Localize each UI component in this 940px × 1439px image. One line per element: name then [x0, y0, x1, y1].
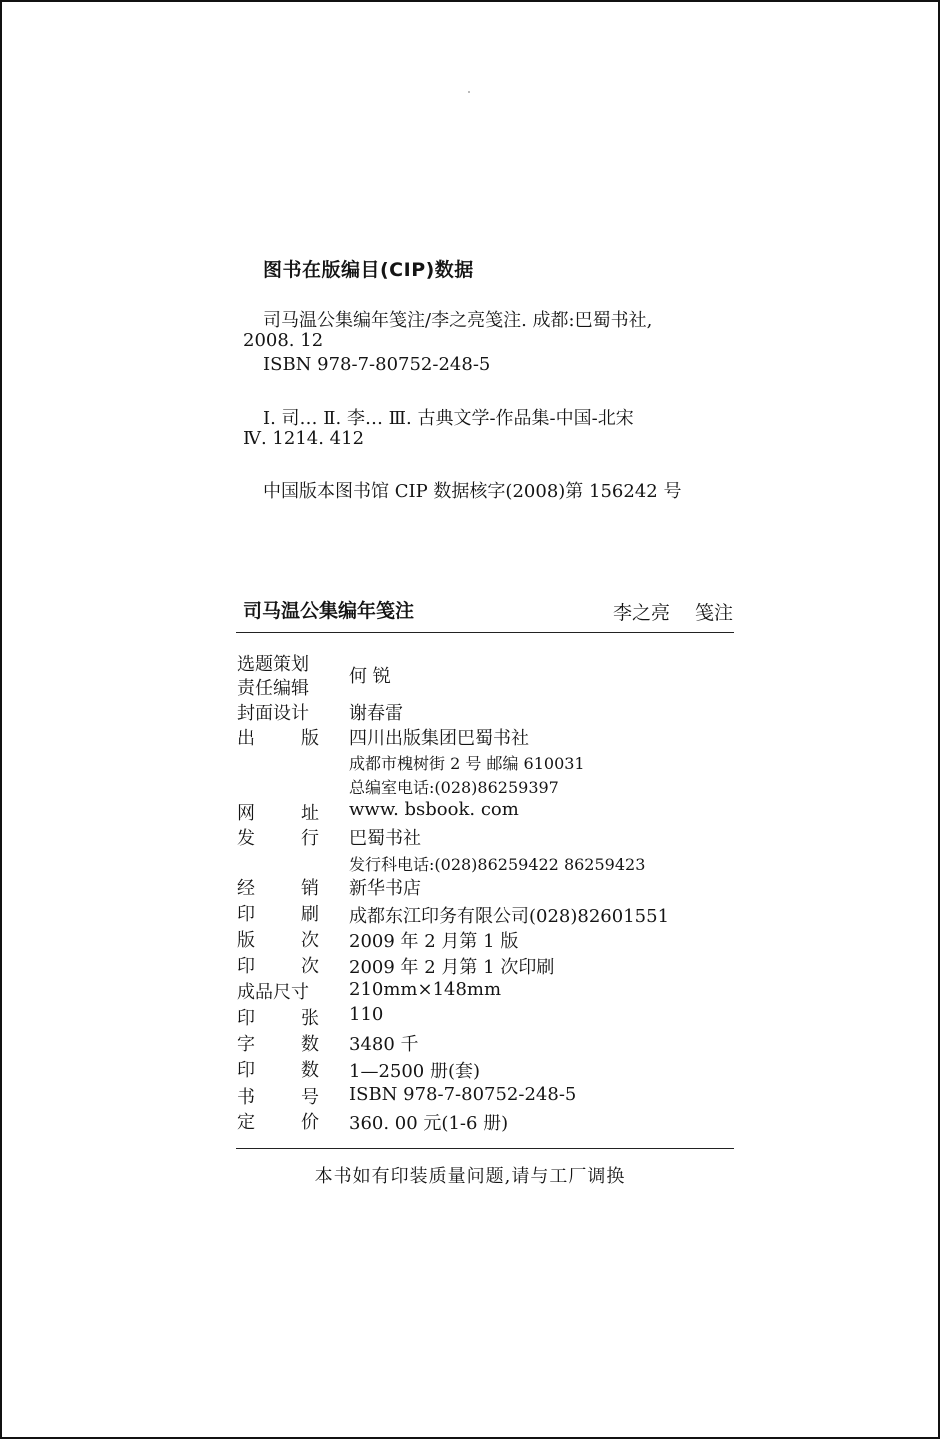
isbn-label-b: 号 [301, 1087, 319, 1108]
sheets-label-b: 张 [301, 1008, 319, 1029]
quality-notice: 本书如有印装质量问题,请与工厂调换 [314, 1166, 626, 1187]
publisher-label-b: 版 [301, 728, 319, 749]
publisher-address: 成都市槐树街 2 号 邮编 610031 [349, 754, 585, 773]
colophon-top-rule [236, 632, 734, 633]
impression-label-b: 次 [301, 956, 319, 977]
impression-label [237, 952, 319, 978]
website-label [237, 799, 319, 825]
size-label: 成品尺寸 [237, 982, 309, 1003]
printing-value: 成都东江印务有限公司(028)82601551 [349, 906, 670, 927]
cip-line-title: 司马温公集编年笺注/李之亮笺注. 成都:巴蜀书社, [263, 310, 653, 331]
copies-value: 1—2500 册(套) [349, 1061, 481, 1082]
publisher-phone: 总编室电话:(028)86259397 [349, 778, 559, 797]
colophon-role: 笺注 [695, 602, 734, 624]
price-label [237, 1108, 319, 1134]
copies-label-b: 数 [301, 1060, 319, 1081]
sheets-label-a: 印 [237, 1008, 255, 1029]
impression-value: 2009 年 2 月第 1 次印刷 [349, 957, 555, 978]
edition-label-a: 版 [237, 930, 255, 951]
distribution-label-b: 行 [301, 828, 319, 849]
copies-label-a: 印 [237, 1060, 255, 1081]
editor-label: 责任编辑 [237, 678, 309, 699]
publisher-value: 四川出版集团巴蜀书社 [349, 728, 529, 749]
isbn-label [237, 1083, 319, 1109]
colophon-author: 李之亮 [613, 602, 671, 624]
words-value: 3480 千 [349, 1034, 419, 1055]
website-value: www. bsbook. com [349, 799, 519, 820]
impression-label-a: 印 [237, 956, 255, 977]
sales-label-a: 经 [237, 878, 255, 899]
colophon-title: 司马温公集编年笺注 [243, 600, 415, 622]
distribution-label [237, 824, 319, 850]
isbn-label-a: 书 [237, 1087, 255, 1108]
sales-label [237, 874, 319, 900]
cover-label: 封面设计 [237, 703, 309, 724]
colophon-bottom-rule [236, 1148, 734, 1149]
cip-line-date: 2008. 12 [243, 330, 324, 351]
cip-line-classification: Ⅳ. 1214. 412 [243, 428, 365, 449]
price-label-a: 定 [237, 1112, 255, 1133]
price-value: 360. 00 元(1-6 册) [349, 1113, 509, 1134]
distribution-phone: 发行科电话:(028)86259422 86259423 [349, 855, 646, 874]
words-label [237, 1030, 319, 1056]
edition-value: 2009 年 2 月第 1 版 [349, 931, 519, 952]
isbn-value: ISBN 978-7-80752-248-5 [349, 1084, 577, 1105]
cip-line-isbn: ISBN 978-7-80752-248-5 [263, 354, 491, 375]
edition-label [237, 926, 319, 952]
sales-label-b: 销 [301, 878, 319, 899]
cip-line-record-number: 中国版本图书馆 CIP 数据核字(2008)第 156242 号 [263, 481, 682, 502]
size-value: 210mm×148mm [349, 979, 502, 1000]
printing-label [237, 900, 319, 926]
printing-label-b: 刷 [301, 904, 319, 925]
words-label-a: 字 [237, 1034, 255, 1055]
printing-label-a: 印 [237, 904, 255, 925]
price-label-b: 价 [301, 1112, 319, 1133]
scan-speck [468, 91, 470, 93]
sales-value: 新华书店 [349, 878, 421, 899]
sheets-value: 110 [349, 1004, 384, 1025]
planning-label: 选题策划 [237, 654, 309, 675]
editor-value: 何 锐 [349, 666, 391, 687]
words-label-b: 数 [301, 1034, 319, 1055]
website-label-b: 址 [301, 803, 319, 824]
edition-label-b: 次 [301, 930, 319, 951]
copies-label [237, 1056, 319, 1082]
cip-line-subjects: Ⅰ. 司… Ⅱ. 李… Ⅲ. 古典文学-作品集-中国-北宋 [263, 408, 634, 429]
cip-heading: 图书在版编目(CIP)数据 [263, 259, 474, 281]
website-label-a: 网 [237, 803, 255, 824]
distribution-label-a: 发 [237, 828, 255, 849]
publisher-label [237, 724, 319, 750]
sheets-label [237, 1004, 319, 1030]
distribution-value: 巴蜀书社 [349, 828, 421, 849]
publisher-label-a: 出 [237, 728, 255, 749]
cover-value: 谢春雷 [349, 703, 403, 724]
